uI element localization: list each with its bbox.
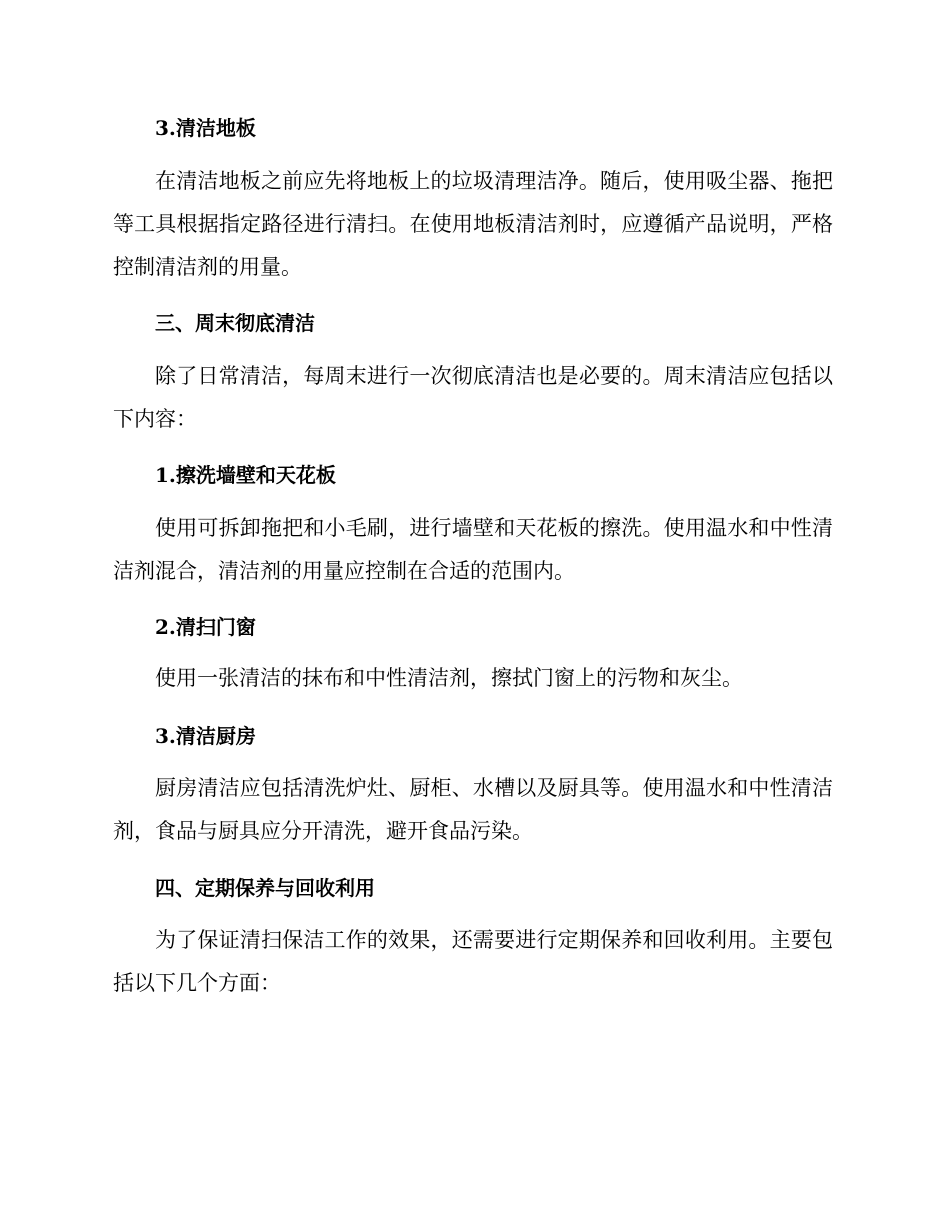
paragraph-clean-kitchen: 厨房清洁应包括清洗炉灶、厨柜、水槽以及厨具等。使用温水和中性清洁剂，食品与厨具应分开清洗，避开食品污染。 — [113, 776, 833, 843]
heading-clean-floor: 3.清洁地板 — [155, 116, 256, 140]
heading-maintenance-recycling: 四、定期保养与回收利用 — [155, 876, 375, 900]
paragraph-maintenance-recycling: 为了保证清扫保洁工作的效果，还需要进行定期保养和回收利用。主要包括以下几个方面： — [113, 928, 833, 995]
paragraph-weekend-deep-clean: 除了日常清洁，每周末进行一次彻底清洁也是必要的。周末清洁应包括以下内容： — [113, 364, 833, 431]
heading-wash-walls-ceiling: 1.擦洗墙壁和天花板 — [155, 463, 336, 487]
paragraph-clean-doors-windows: 使用一张清洁的抹布和中性清洁剂，擦拭门窗上的污物和灰尘。 — [155, 666, 743, 690]
paragraph-clean-floor: 在清洁地板之前应先将地板上的垃圾清理洁净。随后，使用吸尘器、拖把等工具根据指定路径进行清扫。在使用地板清洁剂时，应遵循产品说明，严格控制清洁剂的用量。 — [113, 169, 833, 279]
heading-clean-doors-windows: 2.清扫门窗 — [155, 615, 256, 639]
paragraph-wash-walls-ceiling: 使用可拆卸拖把和小毛刷，进行墙壁和天花板的擦洗。使用温水和中性清洁剂混合，清洁剂的用量应控制在合适的范围内。 — [113, 516, 833, 583]
heading-weekend-deep-clean: 三、周末彻底清洁 — [155, 311, 315, 335]
heading-clean-kitchen: 3.清洁厨房 — [155, 724, 256, 748]
